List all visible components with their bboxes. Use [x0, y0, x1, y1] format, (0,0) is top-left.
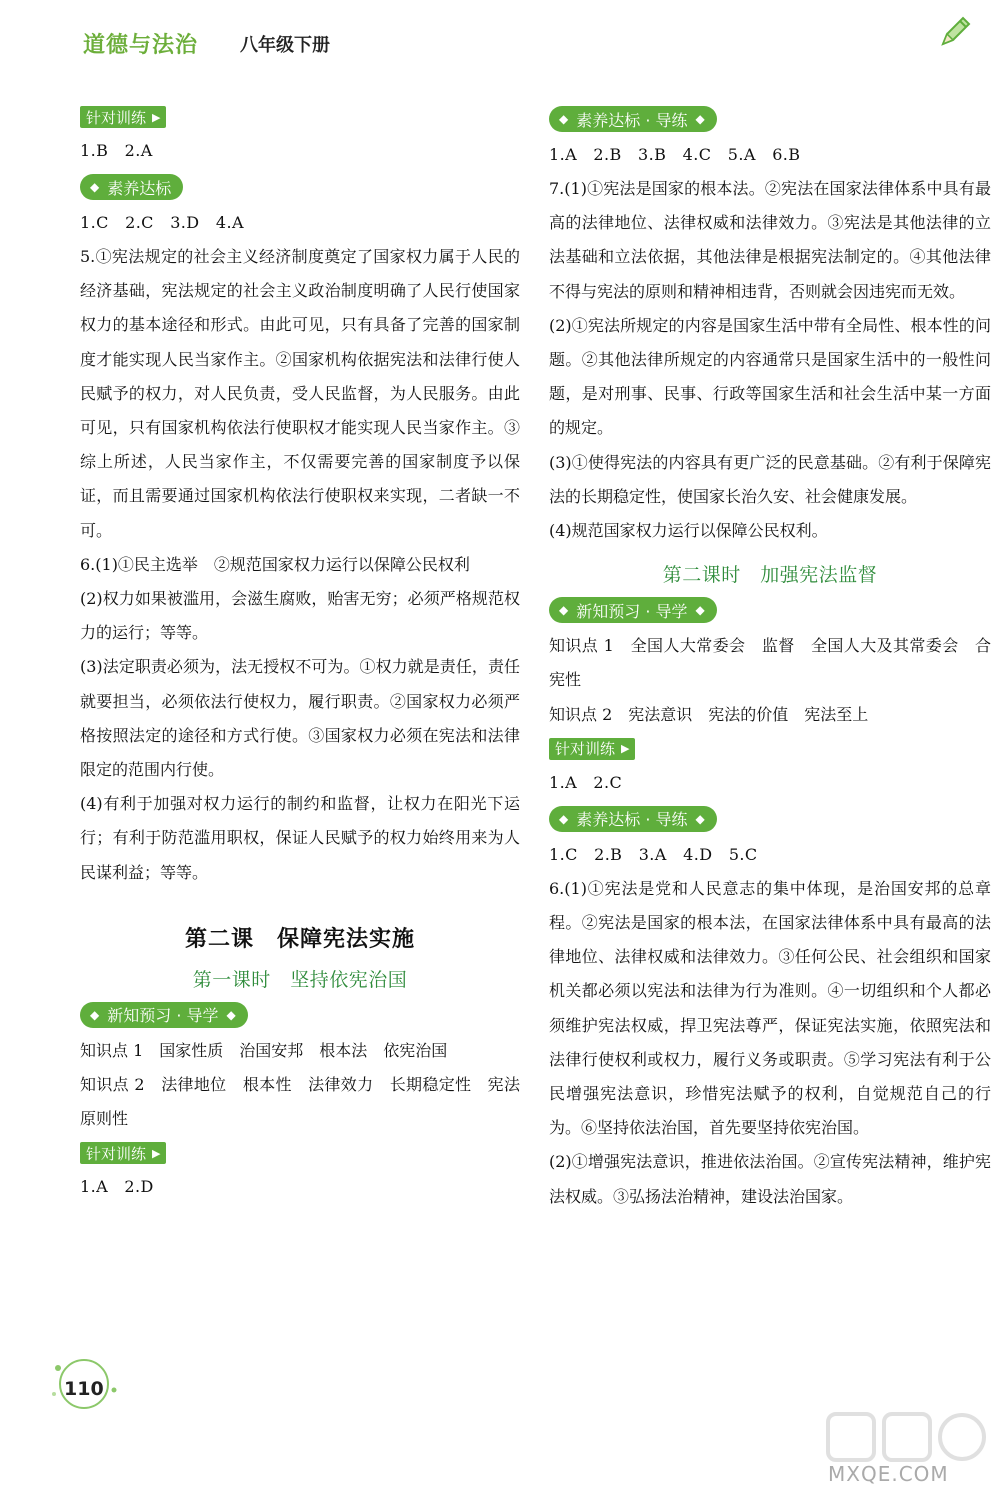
answer-line: 1.A 2.B 3.B 4.C 5.A 6.B [549, 145, 801, 164]
answer-line: 1.C 2.B 3.A 4.D 5.C [549, 844, 758, 864]
grade-label: 八年级下册 [240, 35, 330, 56]
diamond-icon: ◆ [695, 112, 705, 126]
quality-tag: ◆ 素养达标 · 导练 ◆ [549, 806, 717, 832]
pencil-icon [937, 14, 973, 50]
answer-line: 1.B 2.A [80, 141, 153, 160]
triangle-right-icon: ▶ [152, 110, 161, 124]
answer-paragraph: (3)①使得宪法的内容具有更广泛的民意基础。②有利于保障宪法的长期稳定性，使国家长治久安、社会健康发展。 [549, 452, 991, 506]
period-title: 第二课时 加强宪法监督 [662, 564, 878, 587]
watermark-url: MXQE.COM [828, 1462, 949, 1486]
right-column [549, 100, 991, 1214]
answer-paragraph: (2)①增强宪法意识，推进依法治国。②宣传宪法精神，维护宪法权威。③弘扬法治精神，建设法治国家。 [549, 1152, 991, 1206]
diamond-icon: ◆ [559, 112, 569, 126]
diamond-icon: ◆ [90, 1007, 100, 1022]
answer-paragraph: 7.(1)①宪法是国家的根本法。②宪法在国家法律体系中具有最高的法律地位、法律权威和法律效力。③宪法是其他法律的立法基础和立法依据，其他法律是根据宪法制定的。④其他法律不得与宪法的原则和精神相违背，否则就会因违宪而无效。 [549, 179, 991, 301]
subject-title: 道德与法治 [83, 33, 199, 58]
diamond-icon: ◆ [559, 603, 569, 618]
page-number: 110 [64, 1378, 104, 1400]
answer-paragraph: (3)法定职责必须为，法无授权不可为。①权力就是责任，责任就要担当，必须依法行使权力，履行职责。②国家权力必须严格按照法定的途径和方式行使。③国家权力必须在宪法和法律限定的范围内行使。 [80, 657, 520, 780]
answer-paragraph: (4)有利于加强对权力运行的制约和监督，让权力在阳光下运行；有利于防范滥用职权，保证人民赋予的权力始终用来为人民谋利益；等等。 [80, 794, 520, 882]
knowledge-point: 知识点 2 宪法意识 宪法的价值 宪法至上 [549, 704, 869, 724]
diamond-icon: ◆ [226, 1007, 236, 1022]
preview-tag: ◆ 新知预习 · 导学 ◆ [549, 597, 717, 623]
diamond-icon: ◆ [559, 811, 569, 826]
triangle-right-icon: ▶ [152, 1146, 161, 1160]
answer-line: 1.C 2.C 3.D 4.A [80, 213, 244, 232]
answer-paragraph: (2)①宪法所规定的内容是国家生活中带有全局性、根本性的问题。②其他法律所规定的内容通常只是国家生活中的一般性问题，是对刑事、民事、行政等国家生活和社会生活中某一方面的规定。 [549, 315, 991, 438]
training-tag: 针对训练 ▶ [549, 738, 635, 760]
page-header [0, 0, 1000, 60]
diamond-icon: ◆ [90, 180, 100, 194]
quality-tag: ◆ 素养达标 · 导练 ◆ [549, 106, 717, 132]
training-tag: 针对训练 ▶ [80, 1142, 166, 1164]
answer-paragraph: (2)权力如果被滥用，会滋生腐败，贻害无穷；必须严格规范权力的运行；等等。 [80, 589, 520, 643]
answer-paragraph: 5.①宪法规定的社会主义经济制度奠定了国家权力属于人民的经济基础，宪法规定的社会主义政治制度明确了人民行使国家权力的基本途径和形式。由此可见，只有具备了完善的国家制度才能实现人民当家作主。②国家机构依据宪法和法律行使人民赋予的权力，对人民负责，受人民监督，为人民服务。由此可见，只有国家机构依法行使职权才能实现人民当家作主。③综上所述，人民当家作主，不仅需要完善的国家制度予以保证，而且需要通过国家机构依法行使职权来实现，二者缺一不可。 [80, 247, 520, 540]
left-column [80, 100, 537, 1204]
knowledge-point: 知识点 2 法律地位 根本性 法律效力 长期稳定性 宪法 原则性 [80, 1075, 537, 1129]
quality-tag: ◆ 素养达标 [80, 174, 183, 200]
triangle-right-icon: ▶ [621, 742, 630, 756]
lesson-title: 第二课 保障宪法实施 [184, 925, 415, 952]
training-tag: 针对训练 ▶ [80, 106, 166, 128]
answer-line: 1.A 2.C [549, 772, 623, 792]
answer-paragraph: 6.(1)①民主选举 ②规范国家权力运行以保障公民权利 [80, 554, 470, 574]
knowledge-point: 知识点 1 全国人大常委会 监督 全国人大及其常委会 合宪性 [549, 636, 991, 690]
answer-line: 1.A 2.D [80, 1177, 154, 1197]
answer-paragraph: 6.(1)①宪法是党和人民意志的集中体现，是治国安邦的总章程。②宪法是国家的根本法，在国家法律体系中具有最高的法律地位、法律权威和法律效力。③任何公民、社会组织和国家机关都必须以宪法和法律为行为准则。④一切组织和个人都必须维护宪法权威，捍卫宪法尊严，保证宪法实施，依照宪法和法律行使权利或权力，履行义务或职责。⑤学习宪法有利于公民增强宪法意识，珍惜宪法赋予的权利，自觉规范自己的行为。⑥坚持依法治国，首先要坚持依宪治国。 [549, 878, 991, 1138]
knowledge-point: 知识点 1 国家性质 治国安邦 根本法 依宪治国 [80, 1040, 448, 1060]
answer-paragraph: (4)规范国家权力运行以保障公民权利。 [549, 521, 828, 541]
period-title: 第一课时 坚持依宪治国 [192, 968, 408, 991]
preview-tag: ◆ 新知预习 · 导学 ◆ [80, 1002, 248, 1028]
diamond-icon: ◆ [695, 603, 705, 618]
diamond-icon: ◆ [695, 811, 705, 826]
